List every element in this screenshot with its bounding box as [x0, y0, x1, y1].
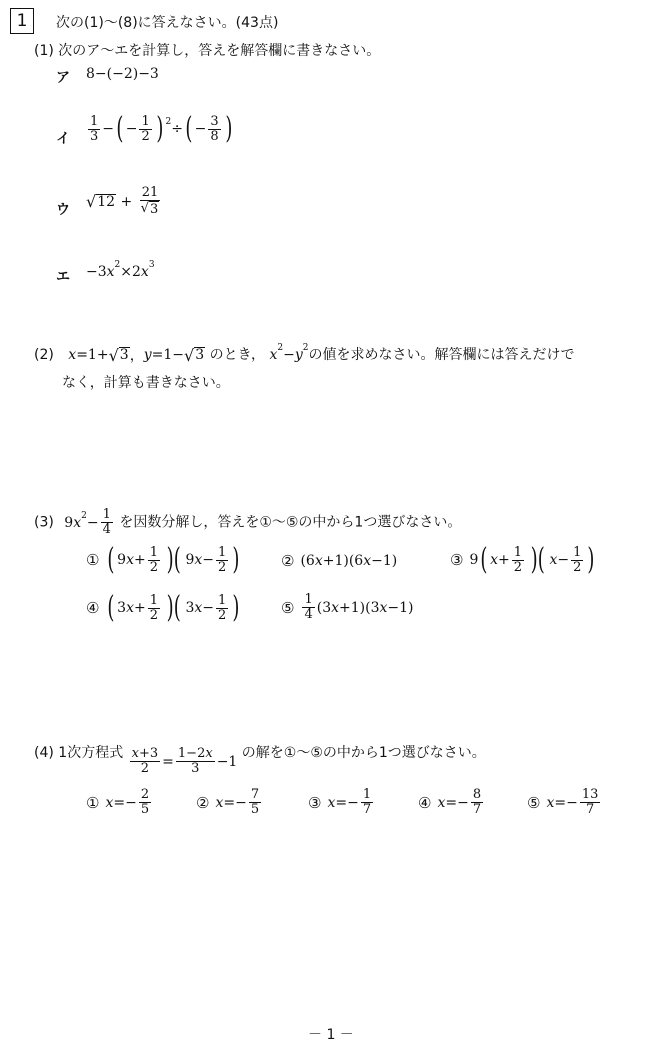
q2-line1: (2) x =1+ √ 3 ， y =1− √ 3 のとき， x 2 − y 2 の値を求めなさい。解答欄には答えだけで [34, 343, 575, 365]
q2-line2: なく，計算も書きなさい。 [62, 375, 230, 391]
problem-number: 1 [16, 11, 28, 31]
q2-condition-text: のとき， [209, 347, 266, 363]
q4-prefix: (4) 1次方程式 [34, 745, 124, 761]
q4-choice-3: ③ x =− $\frac{1}{7}$ [308, 787, 372, 817]
page-number: － 1 － [308, 1027, 354, 1043]
q1-i-label: イ [56, 131, 70, 147]
q3-choice-5: ⑤ $\frac{1}{4}$ (3 x +1)(3 x −1) [281, 592, 414, 622]
q4-choice-5: ⑤ x =− $\frac{13}{7}$ [527, 787, 599, 817]
q4-choice-1: ① x =− $\frac{2}{5}$ [86, 787, 150, 817]
main-instruction: 次の(1)～(8)に答えなさい。(43点) [56, 15, 279, 31]
q1-a-expr: 8−(−2)−3 [86, 66, 159, 82]
q1-i-expr: $\frac{1}{3}$ − ( − $\frac{1}{2}$ ) 2 ÷ ( − $\frac{3}{8}$ ) [90, 111, 233, 146]
q4-instruction: の解を①～⑤の中から1つ選びなさい。 [241, 745, 486, 761]
q1-a-label: ア [56, 70, 70, 86]
q4-choice-4: ④ x =− $\frac{8}{7}$ [418, 787, 482, 817]
q1-u-label: ウ [56, 202, 70, 218]
q3-instruction: を因数分解し，答えを①～⑤の中から1つ選びなさい。 [119, 514, 462, 531]
q2-number: (2) [34, 347, 54, 363]
q3-choice-3: ③ 9 ( x + $\frac{1}{2}$ )( x − $\frac{1}{2}$ ) [450, 542, 595, 577]
q1-u-expr: √ 12 + 21 √ 3 [86, 185, 159, 217]
q2-tail-text: の値を求めなさい。解答欄には答えだけで [308, 347, 575, 363]
q4-question: (4) 1次方程式 $\frac{x+3}{2}$ = $\frac{1-2x}{3}$ −1 の解を①～⑤の中から1つ選びなさい。 [34, 745, 486, 776]
q3-choice-1: ① ( 9 x + $\frac{1}{2}$ )( 9 x − $\frac{1}{2}$ ) [86, 542, 240, 577]
problem-number-box [10, 8, 34, 34]
q1-e-expr: −3 x 2 ×2 x 3 [86, 260, 155, 280]
q3-choice-4: ④ ( 3 x + $\frac{1}{2}$ )( 3 x − $\frac{1}{2}$ ) [86, 590, 240, 625]
q1-text: (1) 次のア～エを計算し，答えを解答欄に書きなさい。 [34, 43, 381, 59]
q3-choice-2: ② (6 x +1)(6 x −1) [281, 552, 398, 570]
q3-number: (3) [34, 514, 54, 531]
q4-choice-2: ② x =− $\frac{7}{5}$ [196, 787, 260, 817]
q3-question: (3) 9 x 2 − $\frac{1}{4}$ を因数分解し，答えを①～⑤の中から1つ選びなさい。 [34, 507, 462, 537]
q1-e-label: エ [56, 269, 70, 285]
